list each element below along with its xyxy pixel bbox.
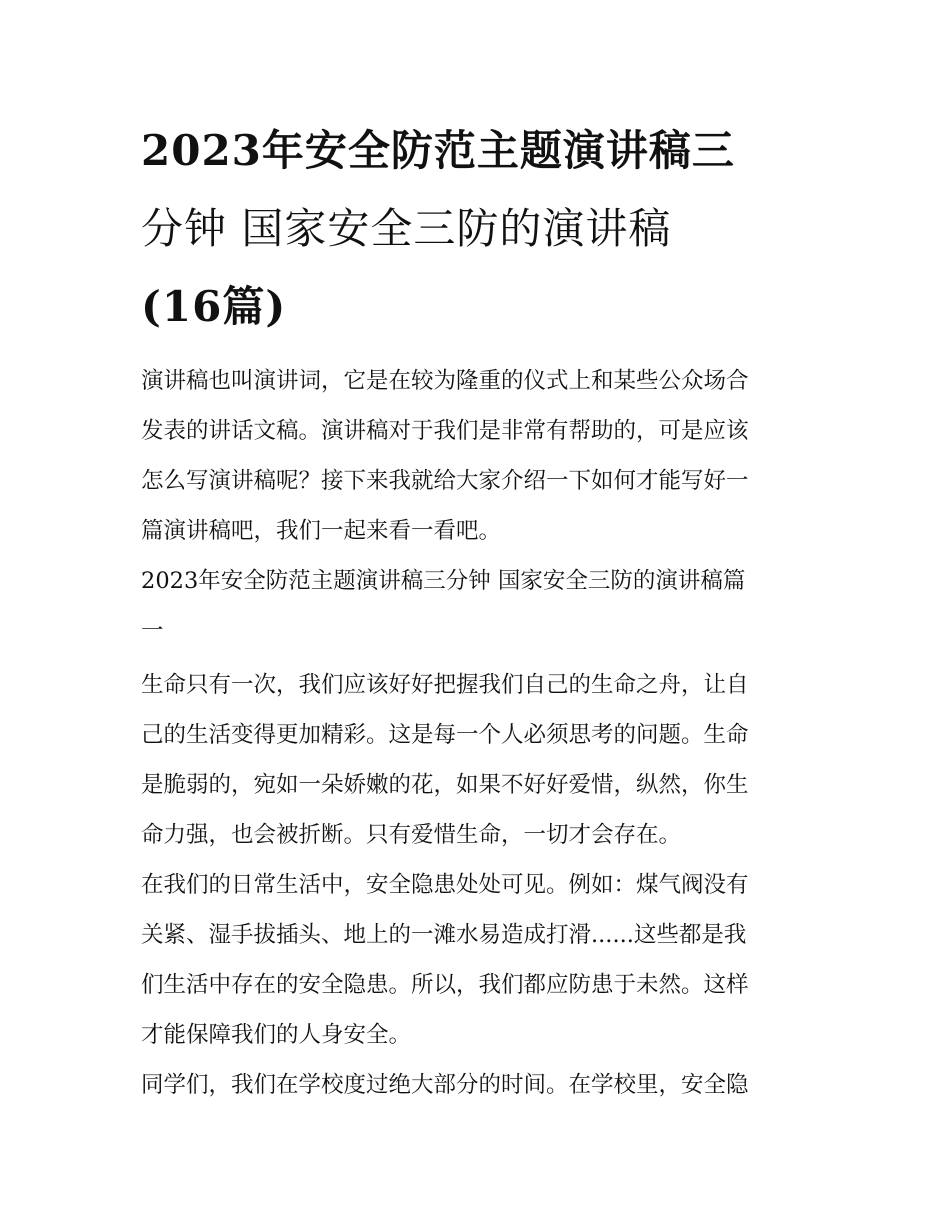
body-paragraph-1	[141, 660, 813, 860]
paragraph-line: 关紧、湿手拔插头、地上的一滩水易造成打滑......这些都是我	[141, 922, 747, 948]
intro-line: 篇演讲稿吧，我们一起来看一看吧。	[141, 518, 502, 544]
section-heading-line: 2023年安全防范主题演讲稿三分钟 国家安全三防的演讲稿篇	[141, 568, 746, 594]
paragraph-line: 们生活中存在的安全隐患。所以，我们都应防患于未然。这样	[141, 972, 749, 998]
body-paragraph-3	[141, 1060, 813, 1110]
title-line: 分钟 国家安全三防的演讲稿	[141, 204, 672, 253]
paragraph-line: 命力强，也会被折断。只有爱惜生命，一切才会存在。	[141, 822, 682, 848]
paragraph-line: 生命只有一次，我们应该好好把握我们自己的生命之舟，让自	[141, 672, 749, 698]
intro-line: 演讲稿也叫演讲词，它是在较为隆重的仪式上和某些公众场合	[141, 368, 749, 394]
paragraph-line: 在我们的日常生活中，安全隐患处处可见。例如：煤气阀没有	[141, 872, 749, 898]
paragraph-line: 是脆弱的，宛如一朵娇嫩的花，如果不好好爱惜，纵然，你生	[141, 772, 749, 798]
paragraph-line: 才能保障我们的人身安全。	[141, 1022, 412, 1048]
intro-paragraph	[141, 356, 813, 556]
document-content	[141, 112, 813, 1110]
section-heading-line: 一	[141, 618, 164, 644]
paragraph-line: 己的生活变得更加精彩。这是每一个人必须思考的问题。生命	[141, 722, 749, 748]
document-title	[141, 112, 813, 346]
section-heading	[141, 556, 813, 656]
intro-line: 怎么写演讲稿呢？接下来我就给大家介绍一下如何才能写好一	[141, 468, 749, 494]
intro-line: 发表的讲话文稿。演讲稿对于我们是非常有帮助的，可是应该	[141, 418, 749, 444]
paragraph-line: 同学们，我们在学校度过绝大部分的时间。在学校里，安全隐	[141, 1072, 749, 1098]
title-line: (16篇)	[141, 282, 287, 331]
title-line: 2023年安全防范主题演讲稿三	[141, 126, 735, 175]
body-paragraph-2	[141, 860, 813, 1060]
